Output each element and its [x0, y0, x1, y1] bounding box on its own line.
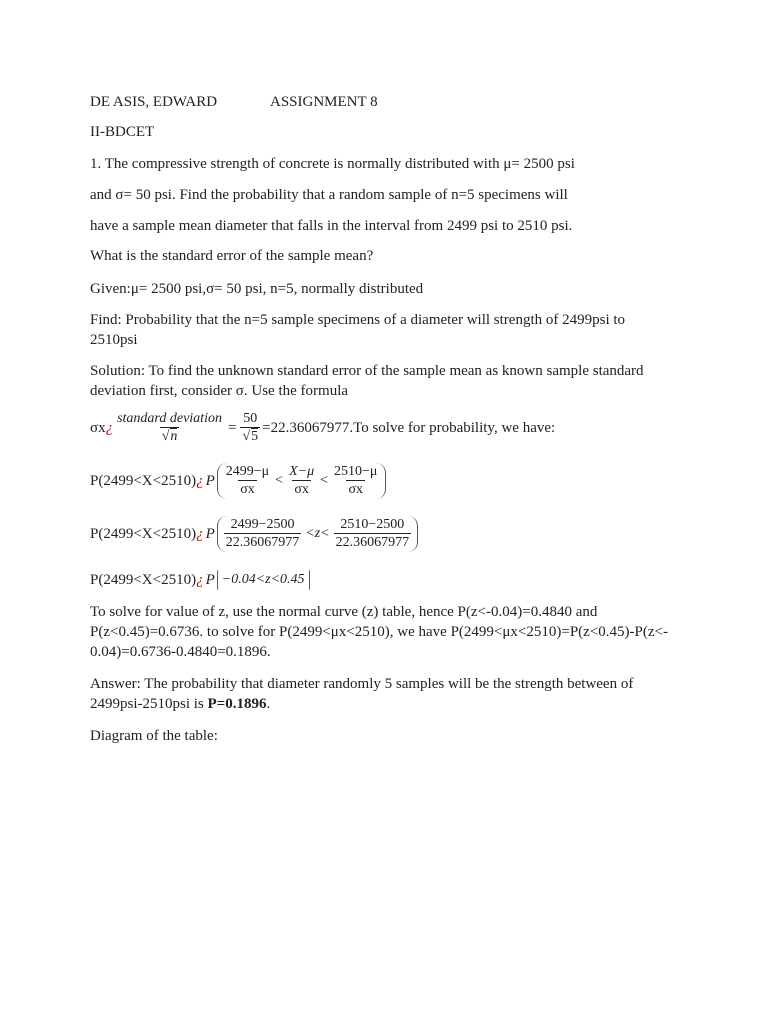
- probability-equation-values: P(2499<X<2510) ¿ P $\frac{2499-2500}{22.36067977}$ <z< $\frac{2510-2500}{22.36067977}$: [90, 516, 418, 552]
- problem-line-4: What is the standard error of the sample mean?: [90, 248, 374, 264]
- answer-value: P=0.1896: [207, 696, 267, 712]
- probability-equation-mu: P(2499<X<2510) ¿ P $\frac{2499-\mu}{\sigma x}$ < $\frac{X-\mu}{\sigma x}$ < $\frac{2510-\mu}{\sigma x}$: [90, 463, 386, 499]
- conclusion-line-1: To solve for value of z, use the normal curve (z) table, hence P(z<-0.04)=0.4840 and: [90, 604, 598, 620]
- find-line-2: 2510psi: [90, 332, 138, 348]
- diagram-label: Diagram of the table:: [90, 728, 218, 744]
- find-line-1: Find: Probability that the n=5 sample specimens of a diameter will strength of 2499psi to: [90, 312, 626, 328]
- assignment-title: ASSIGNMENT 8: [270, 94, 378, 110]
- solution-line-1: Solution: To find the unknown standard error of the sample mean as known sample standard: [90, 363, 644, 379]
- problem-line-2: and σ= 50 psi. Find the probability that a random sample of n=5 specimens will: [90, 187, 568, 203]
- answer-line-2: 2499psi-2510psi is P=0.1896.: [90, 696, 271, 712]
- conclusion-line-2: P(z<0.45)=0.6736. to solve for P(2499<μx<2510), we have P(2499<μx<2510)=P(z<0.45)-P(z<-: [90, 624, 668, 640]
- answer-line-1: Answer: The probability that diameter randomly 5 samples will be the strength between of: [90, 676, 634, 692]
- section: II-BDCET: [90, 124, 155, 140]
- given: Given:μ= 2500 psi,σ= 50 psi, n=5, normally distributed: [90, 281, 424, 297]
- student-name: DE ASIS, EDWARD: [90, 94, 218, 110]
- problem-line-1: 1. The compressive strength of concrete is normally distributed with μ= 2500 psi: [90, 156, 575, 172]
- conclusion-line-3: 0.04)=0.6736-0.4840=0.1896.: [90, 644, 271, 660]
- solution-line-2: deviation first, consider σ. Use the formula: [90, 383, 349, 399]
- probability-equation-z: P(2499<X<2510) ¿ P −0.04<z<0.45: [90, 570, 310, 590]
- problem-line-3: have a sample mean diameter that falls in the interval from 2499 psi to 2510 psi.: [90, 218, 573, 234]
- standard-error-equation: σx ¿ $\frac{\text{standard deviation}}{√n}$ = $\frac{50}{√5}$ =22.36067977 .To solve for probability, we have:: [90, 411, 556, 444]
